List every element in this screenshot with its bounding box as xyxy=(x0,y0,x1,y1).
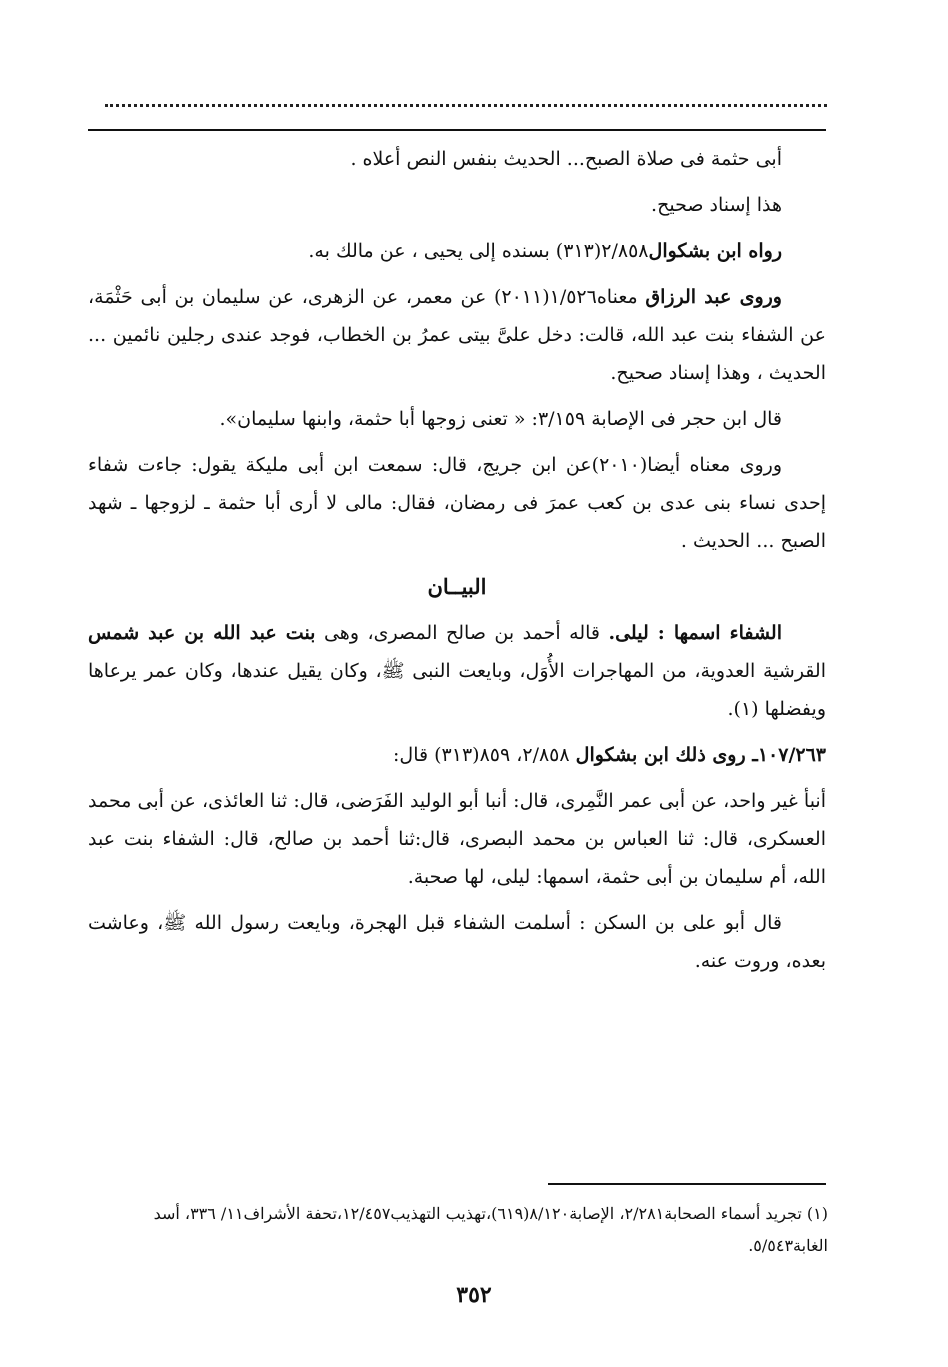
footnote-text: (١) تجريد أسماء الصحابة٢/٢٨١، الإصابة٨/١٢٠(٦١٩)،تهذيب التهذيب١٢/٤٥٧،تحفة الأشراف١١/ ٣٣٦، أسد الغابة٥/٥٤٣. xyxy=(153,1204,828,1255)
bayan-1-text: قاله أحمد بن صالح المصرى، وهى xyxy=(315,622,609,644)
bayan-paragraph-2 xyxy=(88,736,826,774)
bayan-paragraph-3 xyxy=(88,782,826,896)
paragraph-5-text: قال ابن حجر فى الإصابة ٣/١٥٩: « تعنى زوجها أبا حثمة، وابنها سليمان». xyxy=(219,408,782,430)
footnote-rule xyxy=(548,1183,826,1185)
page-number: ٣٥٢ xyxy=(456,1282,492,1308)
footnote xyxy=(88,1198,828,1262)
header-rule xyxy=(88,129,826,131)
paragraph-3-bold: رواه ابن بشكوال xyxy=(648,240,782,262)
paragraph-3 xyxy=(88,232,826,270)
paragraph-4 xyxy=(88,278,826,392)
bayan-4-text: قال أبو على بن السكن : أسلمت الشفاء قبل الهجرة، وبايعت رسول الله ﷺ، وعاشت بعده، وروت عنه. xyxy=(88,912,826,972)
bayan-1-bold: الشفاء اسمها : ليلى. xyxy=(608,622,782,644)
bayan-paragraph-1 xyxy=(88,614,826,728)
bayan-1-text2: القرشية العدوية، من المهاجرات الأُوَل، وبايعت النبى ﷺ، وكان يقيل عندها، وكان عمر يرعاها ويفضلها (١). xyxy=(88,660,826,720)
paragraph-6-text: وروى معناه أيضا(٢٠١٠)عن ابن جريج، قال: سمعت ابن أبى مليكة يقول: جاءت شفاء إحدى نساء بنى عدى بن كعب عمرَ فى رمضان، فقال: مالى لا أرى أبا حثمة ـ لزوجها ـ شهد الصبح ... الحديث . xyxy=(88,454,826,552)
paragraph-2-text: هذا إسناد صحيح. xyxy=(651,194,782,216)
bayan-2-text: ٢/٨٥٨، ٨٥٩(٣١٣) قال: xyxy=(393,744,576,766)
paragraph-5 xyxy=(88,400,826,438)
paragraph-4-text: معناه١/٥٢٦(٢٠١١) عن معمر، عن الزهرى، عن سليمان بن أبى حَثْمَة، عن الشفاء بنت عبد الله، قالت: دخل علىَّ بيتى عمرُ بن الخطاب، فوجد عندى رجلين نائمين ... الحديث ، وهذا إسناد صحيح. xyxy=(88,286,826,384)
dotted-separator xyxy=(105,90,827,107)
bayan-3-text: أنبأ غير واحد، عن أبى عمر النَّمِرى، قال: أنبا أبو الوليد الفَرَضى، قال: ثنا العائذى، عن أبى محمد العسكرى، قال: ثنا العباس بن محمد البصرى، قال:ثنا أحمد بن صالح، قال: الشفاء بنت عبد الله، أم سليمان بن أبى حثمة، اسمها: ليلى، لها صحبة. xyxy=(88,790,826,888)
paragraph-6 xyxy=(88,446,826,560)
bayan-1-bold2: بنت عبد الله بن عبد شمس xyxy=(88,622,316,644)
paragraph-4-bold: وروى عبد الرزاق xyxy=(645,286,782,308)
paragraph-3-text: ٢/٨٥٨(٣١٣) بسنده إلى يحيى ، عن مالك به. xyxy=(308,240,649,262)
bayan-paragraph-4 xyxy=(88,904,826,980)
section-heading: البيــان xyxy=(427,574,487,599)
paragraph-2 xyxy=(88,186,826,224)
main-text xyxy=(88,140,826,988)
paragraph-1 xyxy=(88,140,826,178)
paragraph-1-text: أبى حثمة فى صلاة الصبح... الحديث بنفس النص أعلاه . xyxy=(350,148,782,170)
bayan-2-bold: ١٠٧/٢٦٣ـ روى ذلك ابن بشكوال xyxy=(575,744,826,766)
